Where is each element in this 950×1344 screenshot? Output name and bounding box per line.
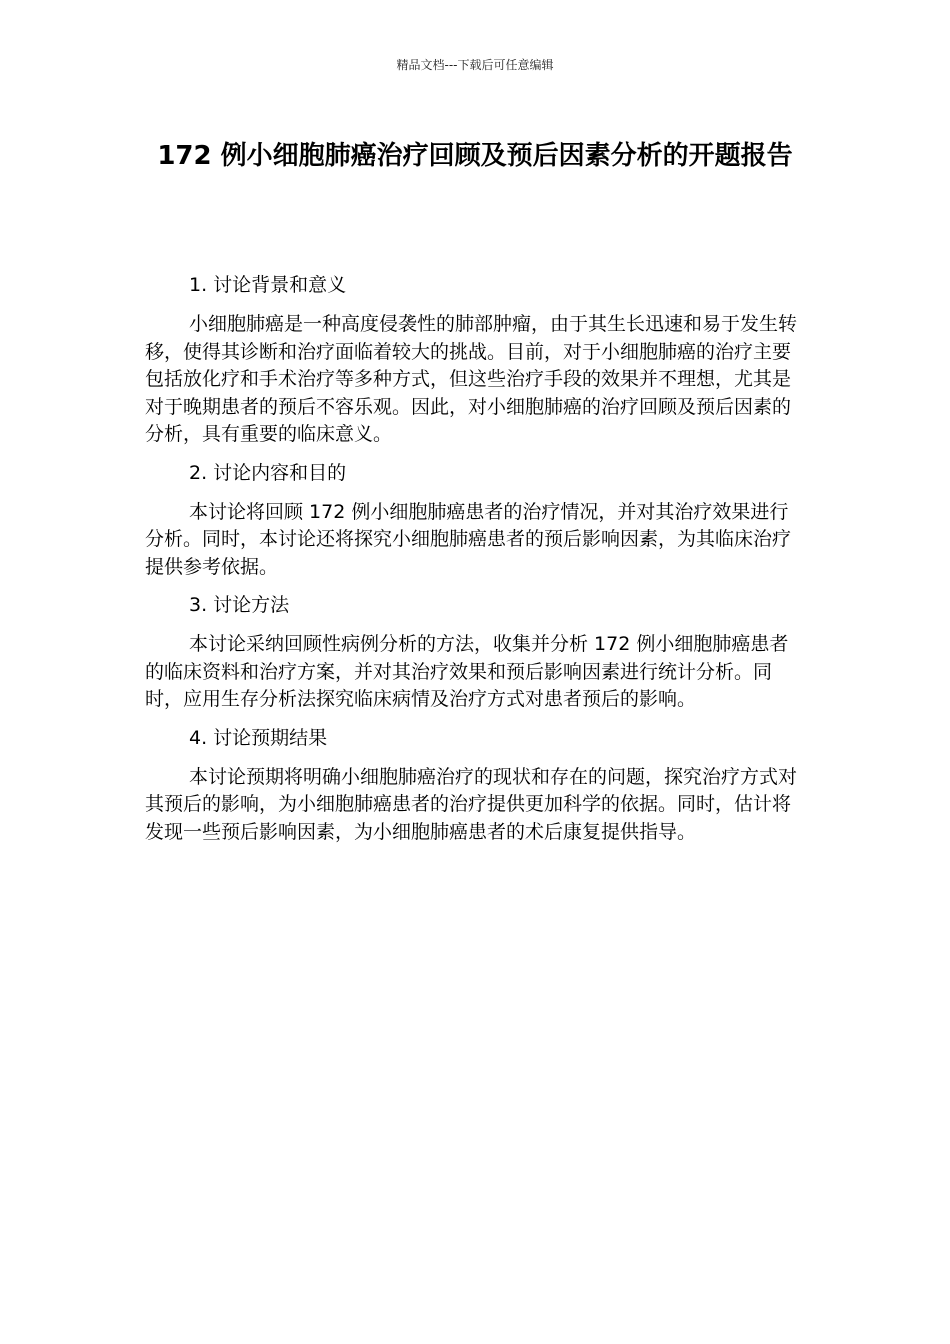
header-note: 精品文档---下载后可任意编辑	[396, 58, 554, 72]
section-methods	[145, 591, 805, 714]
section-heading: 1. 讨论背景和意义	[189, 274, 347, 296]
section-heading: 4. 讨论预期结果	[189, 726, 328, 749]
section-paragraph: 本讨论将回顾 172 例小细胞肺癌患者的治疗情况，并对其治疗效果进行分析。同时，本讨论还将探究小细胞肺癌患者的预后影响因素，为其临床治疗提供参考依据。	[145, 500, 792, 578]
section-background	[145, 271, 805, 449]
document-body	[145, 271, 805, 856]
section-paragraph: 本讨论预期将明确小细胞肺癌治疗的现状和存在的问题，探究治疗方式对其预后的影响，为小细胞肺癌患者的治疗提供更加科学的依据。同时，估计将发现一些预后影响因素，为小细胞肺癌患者的术后康复提供指导。	[145, 765, 798, 843]
section-content-purpose	[145, 459, 805, 582]
section-paragraph: 小细胞肺癌是一种高度侵袭性的肺部肿瘤，由于其生长迅速和易于发生转移，使得其诊断和治疗面临着较大的挑战。目前，对于小细胞肺癌的治疗主要包括放化疗和手术治疗等多种方式，但这些治疗手段的效果并不理想，尤其是对于晚期患者的预后不容乐观。因此，对小细胞肺癌的治疗回顾及预后因素的分析，具有重要的临床意义。	[145, 313, 798, 445]
section-heading: 2. 讨论内容和目的	[189, 461, 347, 484]
section-paragraph: 本讨论采纳回顾性病例分析的方法，收集并分析 172 例小细胞肺癌患者的临床资料和治疗方案，并对其治疗效果和预后影响因素进行统计分析。同时，应用生存分析法探究临床病情及治疗方式对患者预后的影响。	[145, 633, 789, 710]
section-expected-results	[145, 724, 805, 847]
section-heading: 3. 讨论方法	[189, 594, 290, 616]
document-title: 172 例小细胞肺癌治疗回顾及预后因素分析的开题报告	[157, 141, 793, 171]
